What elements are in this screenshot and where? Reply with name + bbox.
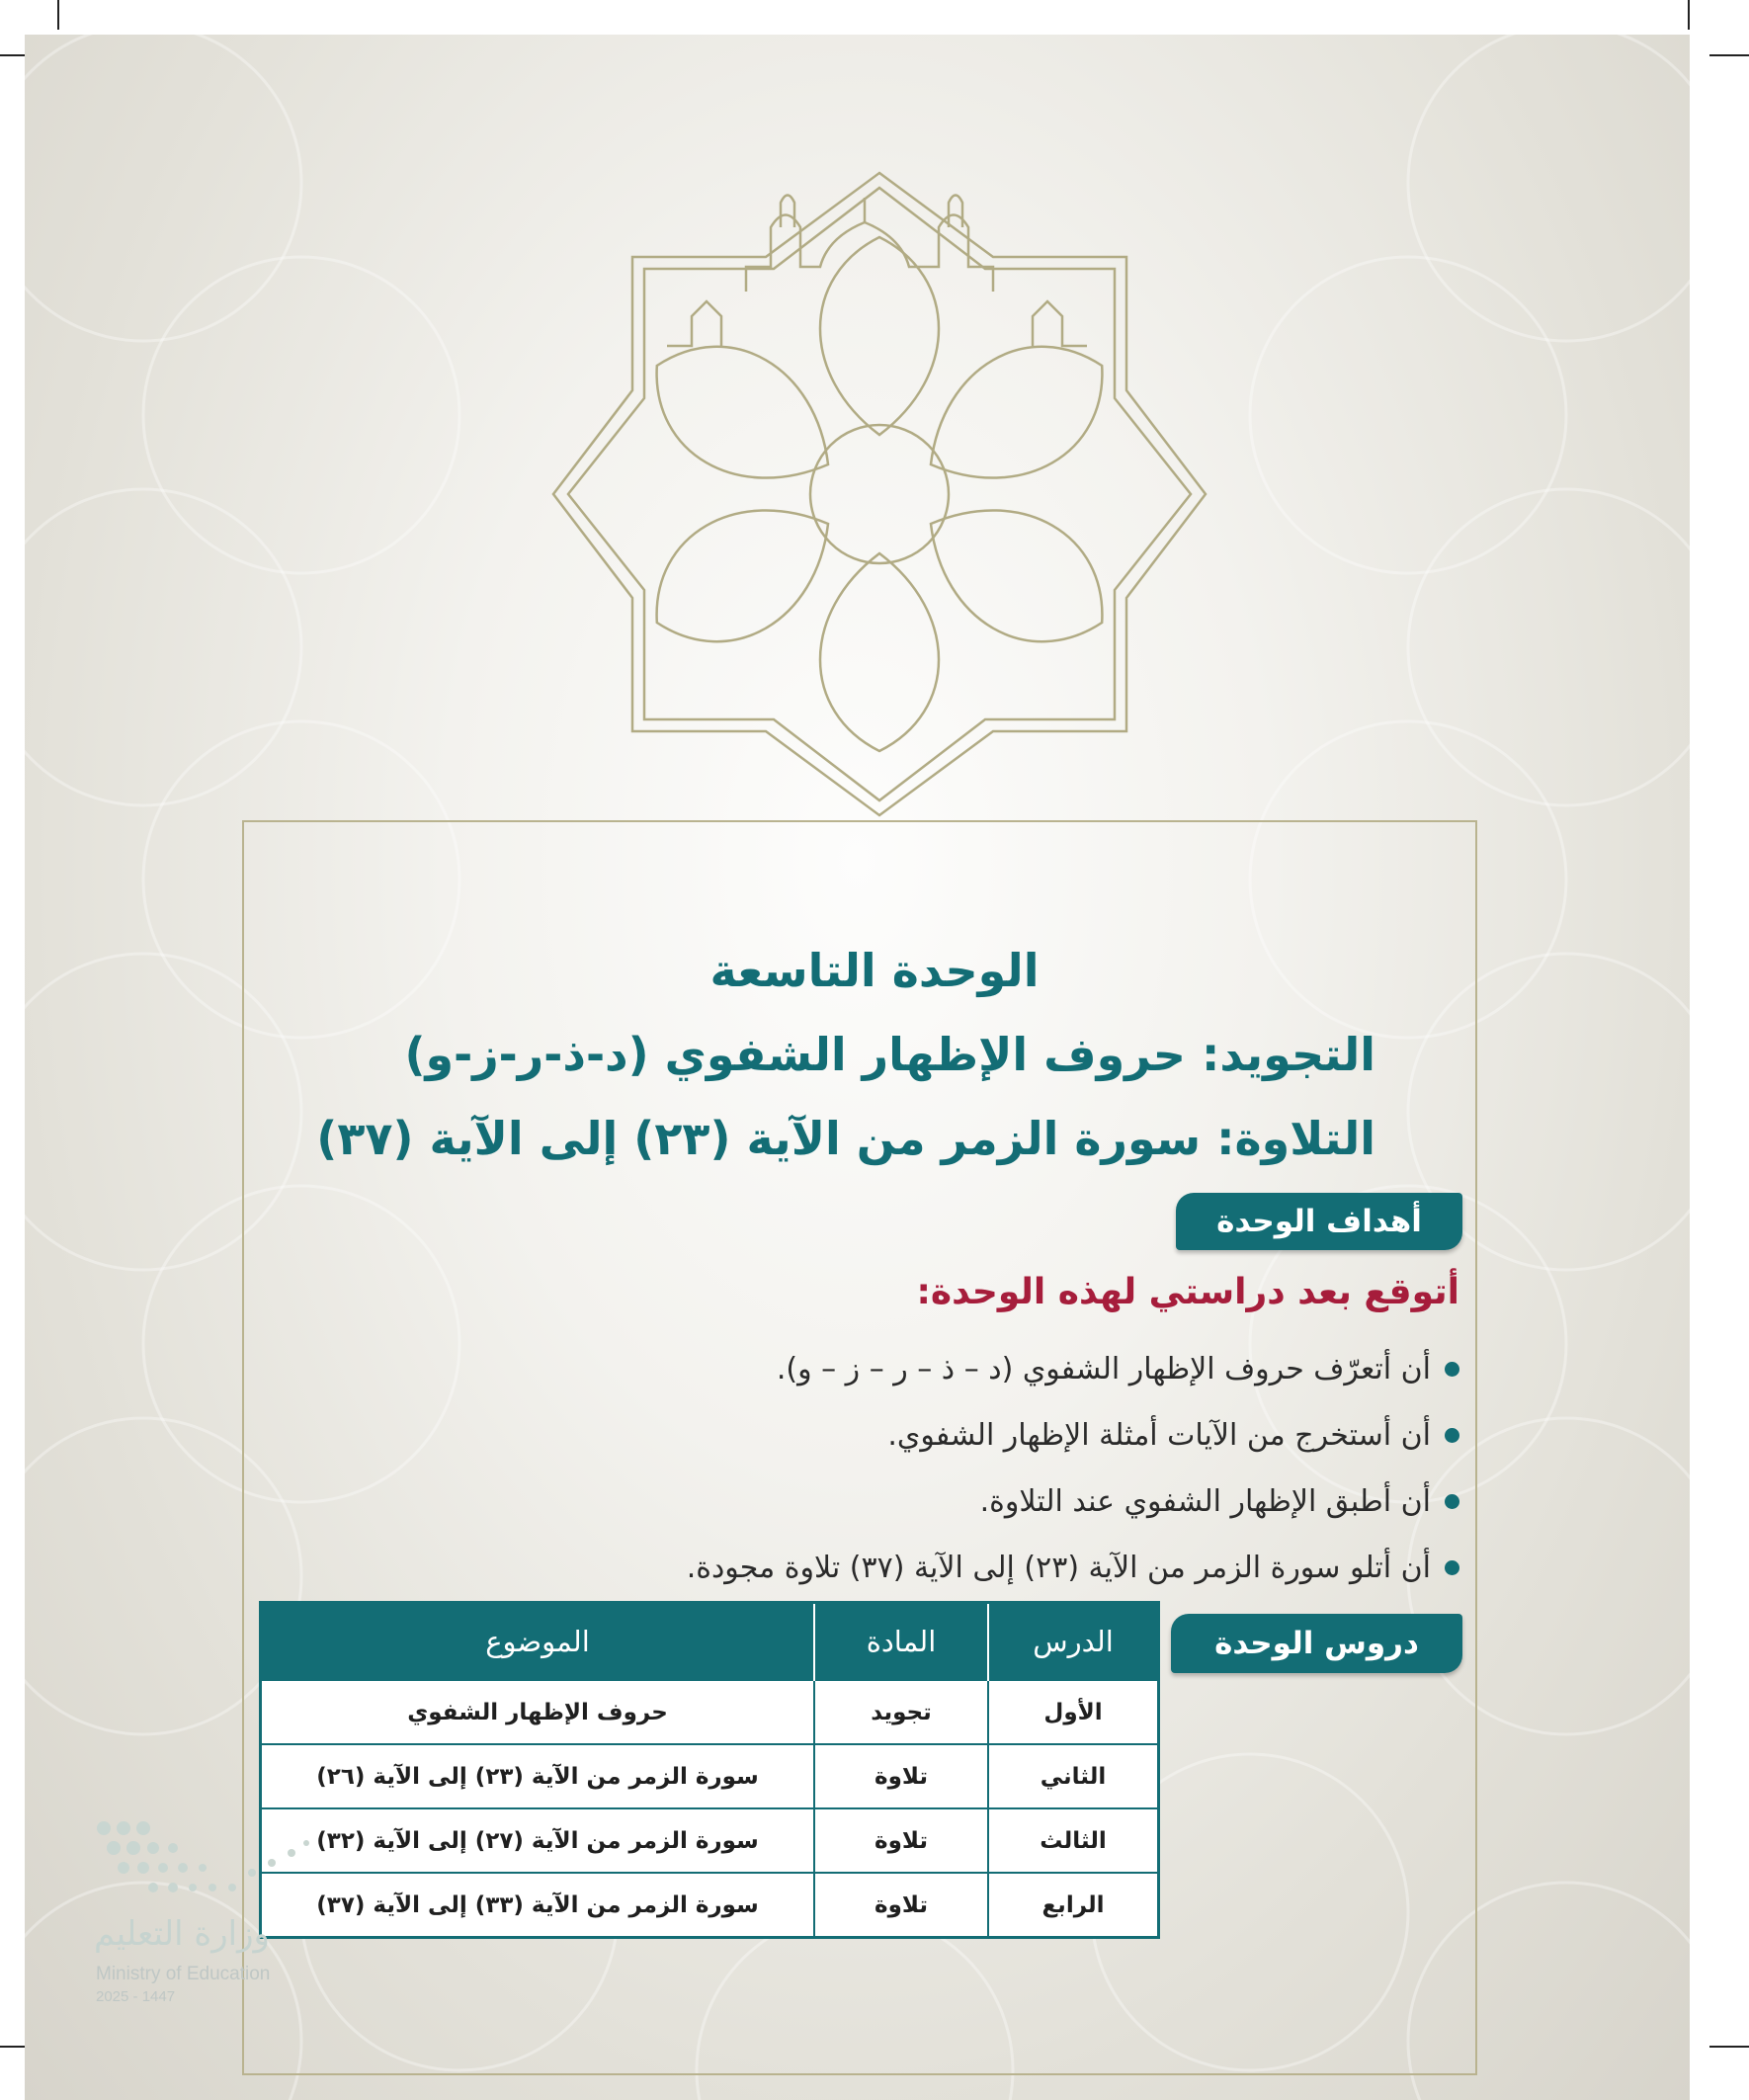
lessons-table xyxy=(259,1601,1160,1939)
goals-list xyxy=(570,1336,1459,1601)
goal-text: أن أطبق الإظهار الشفوي عند التلاوة. xyxy=(979,1484,1431,1519)
ministry-name-english: Ministry of Education xyxy=(96,1964,271,1984)
table-row xyxy=(261,1873,1159,1938)
column-header-topic: الموضوع xyxy=(261,1603,815,1681)
ministry-logo-dots-icon xyxy=(94,1818,321,1912)
lesson-cell: الأول xyxy=(988,1680,1159,1744)
topic-cell: سورة الزمر من الآية (٢٧) إلى الآية (٣٢) xyxy=(261,1808,815,1873)
table-row xyxy=(261,1680,1159,1744)
topic-cell: سورة الزمر من الآية (٣٣) إلى الآية (٣٧) xyxy=(261,1873,815,1938)
subject-cell: تلاوة xyxy=(814,1808,988,1873)
crop-mark xyxy=(57,0,59,30)
column-header-subject: المادة xyxy=(814,1603,988,1681)
goal-text: أن أستخرج من الآيات أمثلة الإظهار الشفوي. xyxy=(887,1418,1431,1453)
goal-item xyxy=(570,1535,1459,1601)
topic-cell: سورة الزمر من الآية (٢٣) إلى الآية (٢٦) xyxy=(261,1744,815,1808)
tajweed-topic-line: التجويد: حروف الإظهار الشفوي (د-ذ-ر-ز-و) xyxy=(404,1028,1375,1081)
subject-cell: تجويد xyxy=(814,1680,988,1744)
table-row xyxy=(261,1744,1159,1808)
ministry-name-arabic: وزارة التعليم xyxy=(94,1914,270,1954)
unit-goals-heading: أهداف الوحدة xyxy=(1176,1193,1462,1250)
goals-intro: أتوقع بعد دراستي لهذه الوحدة: xyxy=(916,1272,1459,1312)
bullet-icon xyxy=(1445,1494,1459,1509)
ministry-year: 2025 - 1447 xyxy=(96,1988,176,2005)
lesson-cell: الثالث xyxy=(988,1808,1159,1873)
mosque-star-emblem-icon xyxy=(494,109,1265,899)
crop-mark xyxy=(1709,2046,1749,2048)
crop-mark xyxy=(1688,0,1690,30)
goal-item xyxy=(570,1336,1459,1402)
goal-text: أن أتعرّف حروف الإظهار الشفوي (د – ذ – ر – ز – و). xyxy=(776,1352,1431,1386)
unit-title: الوحدة التاسعة xyxy=(709,944,1040,997)
lesson-cell: الثاني xyxy=(988,1744,1159,1808)
topic-cell: حروف الإظهار الشفوي xyxy=(261,1680,815,1744)
tilawa-topic-line: التلاوة: سورة الزمر من الآية (٢٣) إلى الآية (٣٧) xyxy=(316,1112,1375,1165)
subject-cell: تلاوة xyxy=(814,1744,988,1808)
bullet-icon xyxy=(1445,1428,1459,1443)
table-header-row xyxy=(261,1603,1159,1681)
bullet-icon xyxy=(1445,1362,1459,1377)
table-row xyxy=(261,1808,1159,1873)
goal-item xyxy=(570,1469,1459,1535)
subject-cell: تلاوة xyxy=(814,1873,988,1938)
crop-mark xyxy=(1709,54,1749,56)
unit-lessons-heading: دروس الوحدة xyxy=(1171,1614,1462,1673)
column-header-lesson: الدرس xyxy=(988,1603,1159,1681)
goal-item xyxy=(570,1402,1459,1469)
lesson-cell: الرابع xyxy=(988,1873,1159,1938)
goal-text: أن أتلو سورة الزمر من الآية (٢٣) إلى الآية (٣٧) تلاوة مجودة. xyxy=(686,1551,1431,1585)
bullet-icon xyxy=(1445,1560,1459,1575)
